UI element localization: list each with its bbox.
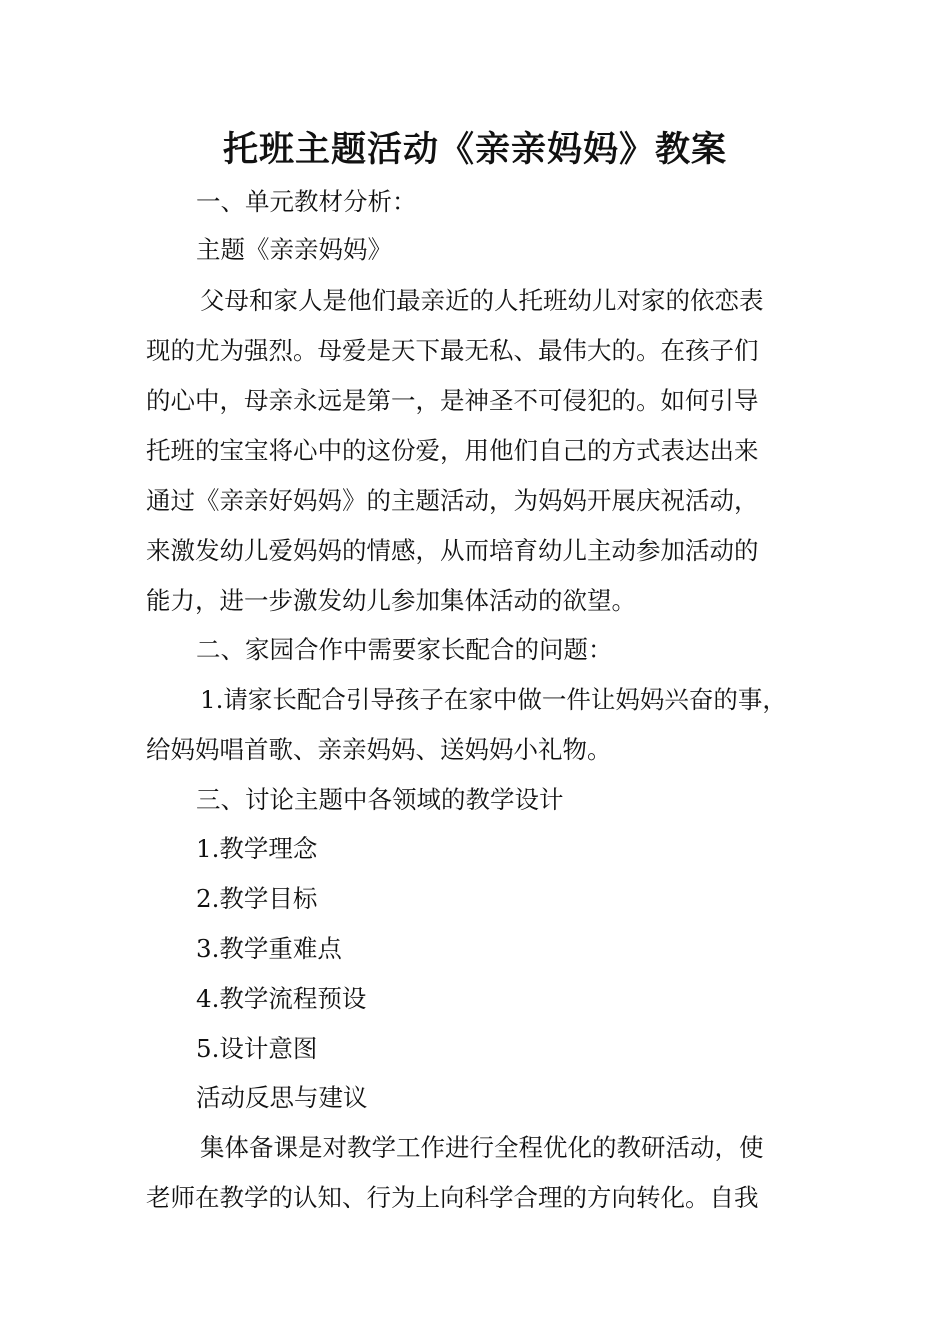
paragraph-2-line-1: 1.请家长配合引导孩子在家中做一件让妈妈兴奋的事， (200, 685, 787, 714)
paragraph-1-line-7: 能力，进一步激发幼儿参加集体活动的欲望。 (146, 586, 636, 615)
paragraph-2-line-2: 给妈妈唱首歌、亲亲妈妈、送妈妈小礼物。 (146, 735, 612, 764)
list-item: 4.教学流程预设 (196, 984, 367, 1013)
paragraph-1-line-5: 通过《亲亲好妈妈》的主题活动，为妈妈开展庆祝活动， (146, 486, 759, 515)
list-item: 1.教学理念 (196, 834, 318, 863)
paragraph-1-line-1: 父母和家人是他们最亲近的人托班幼儿对家的依恋表 (200, 286, 764, 315)
list-item: 2.教学目标 (196, 884, 318, 913)
paragraph-1-line-6: 来激发幼儿爱妈妈的情感，从而培育幼儿主动参加活动的 (146, 536, 759, 565)
section-heading-3: 三、讨论主题中各领域的教学设计 (196, 785, 564, 814)
list-item: 5.设计意图 (196, 1034, 318, 1063)
section-heading-1: 一、单元教材分析： (196, 187, 417, 216)
paragraph-1-line-4: 托班的宝宝将心中的这份爱，用他们自己的方式表达出来 (146, 436, 759, 465)
document-title: 托班主题活动《亲亲妈妈》教案 (222, 130, 727, 170)
paragraph-3-line-1: 集体备课是对教学工作进行全程优化的教研活动，使 (200, 1133, 764, 1162)
section-heading-2: 二、家园合作中需要家长配合的问题： (196, 635, 613, 664)
list-item: 3.教学重难点 (196, 934, 342, 963)
paragraph-1-line-2: 现的尤为强烈。母爱是天下最无私、最伟大的。在孩子们 (146, 336, 759, 365)
paragraph-3-line-2: 老师在教学的认知、行为上向科学合理的方向转化。自我 (146, 1183, 759, 1212)
paragraph-1-line-3: 的心中，母亲永远是第一，是神圣不可侵犯的。如何引导 (146, 386, 759, 415)
section-heading-4: 活动反思与建议 (196, 1083, 368, 1112)
theme-line: 主题《亲亲妈妈》 (196, 235, 392, 264)
